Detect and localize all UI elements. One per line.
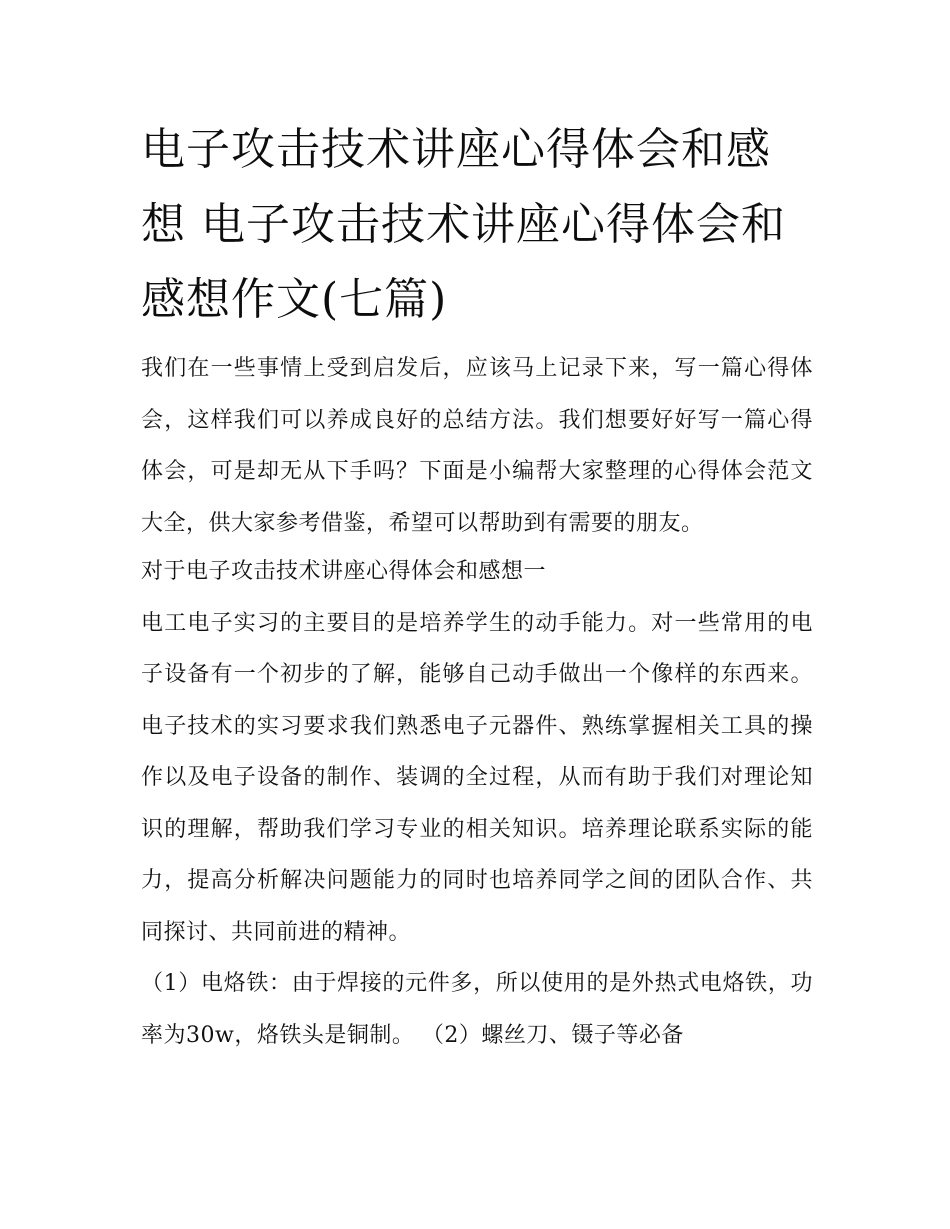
document-title: 电子攻击技术讲座心得体会和感想 电子攻击技术讲座心得体会和感想作文(七篇) — [141, 124, 786, 325]
section-heading: 对于电子攻击技术讲座心得体会和感想一 — [141, 559, 547, 584]
document-content — [141, 112, 813, 1061]
intro-paragraph: 我们在一些事情上受到启发后，应该马上记录下来，写一篇心得体会，这样我们可以养成良好的总结方法。我们想要好好写一篇心得体会，可是却无从下手吗？下面是小编帮大家整理的心得体会范文大全，供大家参考借鉴，希望可以帮助到有需要的朋友。 — [141, 356, 813, 536]
body-paragraph-2: （1）电烙铁：由于焊接的元件多，所以使用的是外热式电烙铁，功率为30w，烙铁头是铜制。 （2）螺丝刀、镊子等必备 — [141, 971, 813, 1048]
body-paragraph-1: 电工电子实习的主要目的是培养学生的动手能力。对一些常用的电子设备有一个初步的了解，能够自己动手做出一个像样的东西来。电子技术的实习要求我们熟悉电子元器件、熟练掌握相关工具的操作以及电子设备的制作、装调的全过程，从而有助于我们对理论知识的理解，帮助我们学习专业的相关知识。培养理论联系实际的能力，提高分析解决问题能力的同时也培养同学之间的团队合作、共同探讨、共同前进的精神。 — [141, 610, 813, 945]
